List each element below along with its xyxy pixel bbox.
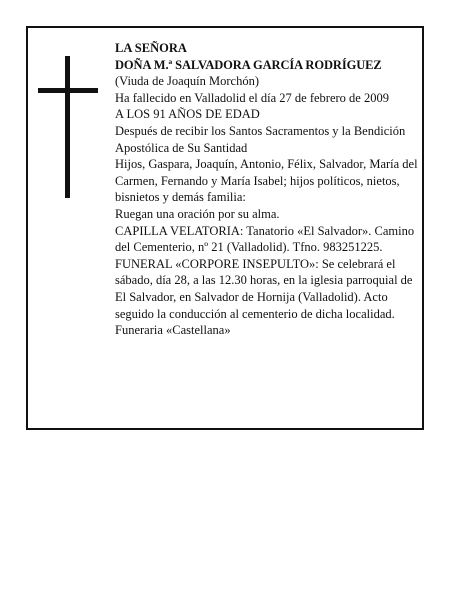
death-statement: Ha fallecido en Valladolid el día 27 de febrero de 2009 [115, 90, 389, 105]
family-list: Hijos, Gaspara, Joaquín, Antonio, Félix, Salvador, María del Carmen, Fernando y María Isabel; hijos políticos, nietos, bisnietos y demás familia: [115, 157, 418, 205]
notice-text [115, 40, 423, 339]
cross-vertical-bar [65, 56, 70, 198]
prayer-request: Ruegan una oración por su alma. [115, 206, 280, 221]
obituary-notice [26, 26, 424, 430]
cross-icon [38, 56, 98, 198]
deceased-name: DOÑA M.ª SALVADORA GARCÍA RODRÍGUEZ [115, 57, 382, 72]
cross-horizontal-bar [38, 88, 98, 93]
funeral-home: Funeraria «Castellana» [115, 323, 231, 338]
widow-of: (Viuda de Joaquín Morchón) [115, 74, 260, 89]
chapel-info: CAPILLA VELATORIA: Tanatorio «El Salvador». Camino del Cementerio, nº 21 (Valladolid). Tfno. 983251225. [115, 223, 415, 255]
funeral-info: FUNERAL «CORPORE INSEPULTO»: Se celebrará el sábado, día 28, a las 12.30 horas, en la iglesia parroquial de El Salvador, en Salvador de Hornija (Valladolid). Acto seguido la conducción al cementerio de dicha localidad. [115, 256, 413, 321]
age-statement: A LOS 91 AÑOS DE EDAD [115, 107, 260, 122]
notice-title: LA SEÑORA [115, 41, 187, 55]
sacraments-statement: Después de recibir los Santos Sacramentos y la Bendición Apostólica de Su Santidad [115, 123, 406, 155]
